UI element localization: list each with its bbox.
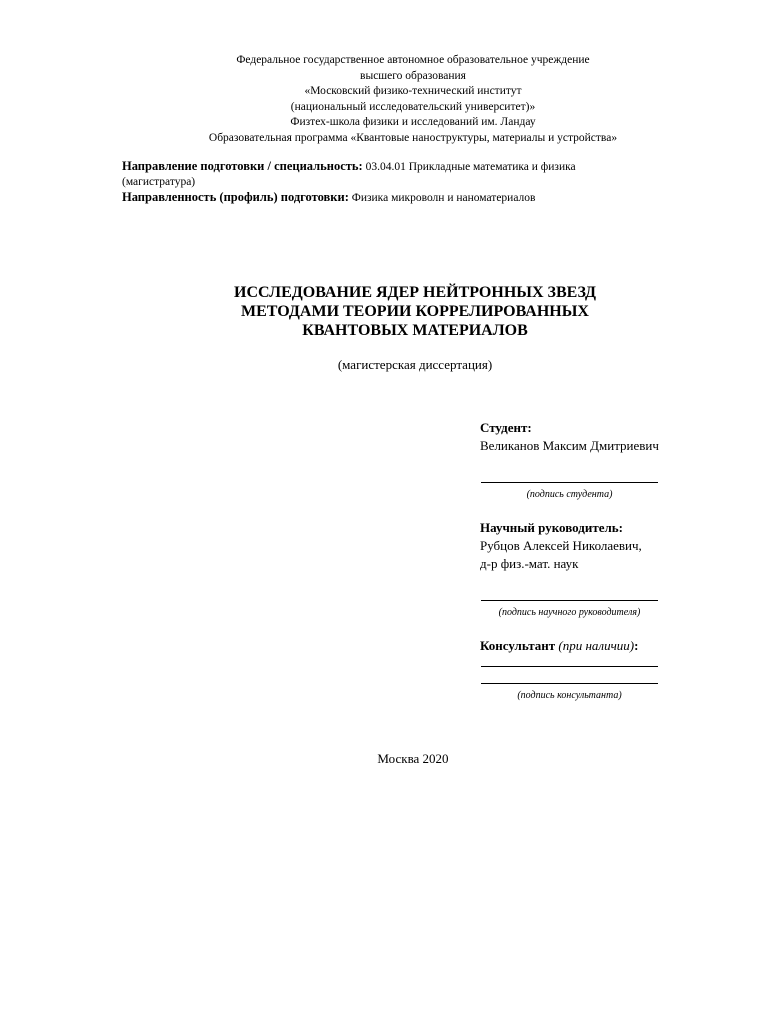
- consultant-signature-line-2: [481, 683, 658, 684]
- city-year: Москва 2020: [377, 751, 449, 766]
- consultant-block: [480, 637, 680, 655]
- header-line-1: Федеральное государственное автономное образовательное учреждение: [236, 54, 590, 66]
- supervisor-signature-caption: (подпись научного руководителя): [498, 607, 641, 618]
- header-line-6: Образовательная программа «Квантовые наноструктуры, материалы и устройства»: [208, 131, 618, 144]
- header-line-5: Физтех-школа физики и исследований им. Ландау: [290, 116, 536, 128]
- thesis-title: [0, 283, 770, 340]
- supervisor-label: Научный руководитель:: [480, 520, 623, 535]
- title-line-2: МЕТОДАМИ ТЕОРИИ КОРРЕЛИРОВАННЫХ: [241, 303, 589, 320]
- thesis-type: (магистерская диссертация): [337, 357, 493, 372]
- study-direction: [122, 159, 682, 206]
- title-line-3: КВАНТОВЫХ МАТЕРИАЛОВ: [302, 322, 528, 339]
- consultant-note: (при наличии): [558, 638, 635, 653]
- student-block: [480, 419, 680, 455]
- direction-value: 03.04.01 Прикладные математика и физика: [365, 161, 576, 173]
- profile-value: Физика микроволн и наноматериалов: [351, 192, 536, 204]
- student-name: Великанов Максим Дмитриевич: [480, 438, 659, 453]
- direction-line: [122, 159, 682, 175]
- consultant-colon: :: [634, 638, 639, 653]
- title-line-1: ИССЛЕДОВАНИЕ ЯДЕР НЕЙТРОННЫХ ЗВЕЗД: [234, 284, 596, 301]
- supervisor-block: [480, 519, 680, 573]
- consultant-signature-caption: (подпись консультанта): [517, 690, 622, 701]
- institution-header: [0, 53, 770, 146]
- supervisor-name: Рубцов Алексей Николаевич,: [480, 538, 642, 553]
- supervisor-signature-line: [481, 600, 658, 601]
- profile-label: Направленность (профиль) подготовки:: [122, 190, 349, 204]
- student-signature-line: [481, 482, 658, 483]
- direction-label: Направление подготовки / специальность:: [122, 159, 363, 173]
- student-signature-caption: (подпись студента): [526, 489, 613, 500]
- supervisor-degree: д-р физ.-мат. наук: [480, 556, 579, 571]
- student-label: Студент:: [480, 420, 532, 435]
- header-line-4: (национальный исследовательский университет)»: [290, 100, 536, 113]
- header-line-2: высшего образования: [360, 69, 466, 82]
- consultant-label: Консультант: [480, 638, 556, 653]
- profile-line: [122, 190, 682, 206]
- direction-value-cont: (магистратура): [122, 176, 196, 188]
- header-line-3: «Московский физико-технический институт: [304, 85, 522, 97]
- consultant-signature-line-1: [481, 666, 658, 667]
- consultant-label-line: [480, 637, 680, 655]
